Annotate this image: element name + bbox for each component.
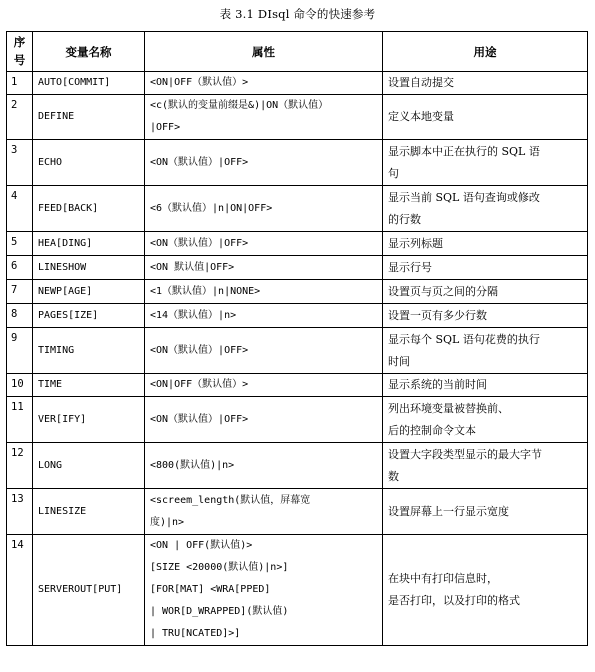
usage-cell	[383, 280, 588, 304]
row-number: 12	[7, 443, 33, 489]
attribute-line: [SIZE <20000(默认值)|n>]	[150, 562, 289, 573]
table-row	[7, 374, 588, 397]
table-row	[7, 140, 588, 186]
usage-cell	[383, 443, 588, 489]
attribute-line: <ON|OFF（默认值）>	[150, 77, 249, 88]
header-variable-name: 变量名称	[33, 32, 145, 72]
usage-line: 设置大字段类型显示的最大字节	[388, 447, 542, 461]
usage-line: 显示每个 SQL 语句花费的执行	[388, 332, 540, 346]
attribute-line: <800(默认值)|n>	[150, 459, 235, 471]
header-number-label: 序号	[13, 35, 26, 67]
header-number	[7, 32, 33, 72]
usage-cell	[383, 328, 588, 374]
table-body	[7, 72, 588, 646]
usage-cell	[383, 72, 588, 95]
table-caption: 表 3.1 DIsql 命令的快速参考	[219, 7, 376, 21]
variable-name: AUTO[COMMIT]	[33, 72, 145, 95]
table-row	[7, 443, 588, 489]
usage-line: 后的控制命令文本	[388, 423, 476, 437]
usage-line: 数	[388, 469, 399, 483]
attribute-line: | TRU[NCATED]>]	[150, 628, 241, 639]
row-number: 4	[7, 186, 33, 232]
row-number: 9	[7, 328, 33, 374]
table-row	[7, 397, 588, 443]
attribute-line: <c(默认的变量前缀是&)|ON（默认值）	[150, 100, 329, 111]
row-number: 8	[7, 304, 33, 328]
attribute-line: [FOR[MAT] <WRA[PPED]	[150, 584, 271, 595]
attribute-cell	[145, 95, 383, 140]
usage-cell	[383, 232, 588, 256]
attribute-cell	[145, 186, 383, 232]
usage-cell	[383, 140, 588, 186]
table-row	[7, 280, 588, 304]
attribute-cell	[145, 232, 383, 256]
command-reference-table	[6, 31, 588, 646]
usage-line: 显示系统的当前时间	[388, 378, 487, 391]
attribute-line: <ON|OFF（默认值）>	[150, 379, 249, 390]
attribute-cell	[145, 535, 383, 646]
attribute-line: <ON（默认值）|OFF>	[150, 344, 249, 356]
attribute-cell	[145, 328, 383, 374]
usage-line: 设置页与页之间的分隔	[388, 284, 498, 298]
usage-cell	[383, 374, 588, 397]
attribute-cell	[145, 489, 383, 535]
table-row	[7, 232, 588, 256]
variable-name: NEWP[AGE]	[33, 280, 145, 304]
variable-name: ECHO	[33, 140, 145, 186]
variable-name: TIMING	[33, 328, 145, 374]
usage-line: 的行数	[388, 212, 421, 226]
variable-name: LONG	[33, 443, 145, 489]
usage-line: 在块中有打印信息时，	[388, 572, 498, 585]
variable-name: LINESHOW	[33, 256, 145, 280]
row-number: 1	[7, 72, 33, 95]
usage-cell	[383, 256, 588, 280]
table-row	[7, 304, 588, 328]
variable-name: PAGES[IZE]	[33, 304, 145, 328]
row-number: 6	[7, 256, 33, 280]
attribute-cell	[145, 140, 383, 186]
usage-line: 是否打印，以及打印的格式	[388, 594, 520, 607]
attribute-line: <ON | OFF(默认值)>	[150, 540, 253, 551]
row-number: 11	[7, 397, 33, 443]
attribute-line: <6（默认值）|n|ON|OFF>	[150, 202, 273, 214]
usage-line: 设置一页有多少行数	[388, 308, 487, 322]
row-number: 3	[7, 140, 33, 186]
attribute-line: | WOR[D_WRAPPED](默认值)	[150, 606, 289, 617]
variable-name: SERVEROUT[PUT]	[33, 535, 145, 646]
row-number: 10	[7, 374, 33, 397]
table-row	[7, 489, 588, 535]
attribute-line: <1（默认值）|n|NONE>	[150, 285, 261, 297]
row-number: 5	[7, 232, 33, 256]
variable-name: LINESIZE	[33, 489, 145, 535]
usage-line: 显示行号	[388, 260, 432, 274]
attribute-cell	[145, 374, 383, 397]
usage-line: 列出环境变量被替换前、	[388, 401, 509, 415]
row-number: 14	[7, 535, 33, 646]
variable-name: TIME	[33, 374, 145, 397]
attribute-cell	[145, 72, 383, 95]
row-number: 7	[7, 280, 33, 304]
attribute-line: |OFF>	[150, 122, 181, 133]
usage-line: 显示列标题	[388, 236, 443, 250]
attribute-line: <ON 默认值|OFF>	[150, 261, 235, 273]
usage-line: 设置屏幕上一行显示宽度	[388, 504, 509, 518]
table-row	[7, 328, 588, 374]
usage-cell	[383, 304, 588, 328]
usage-line: 设置自动提交	[388, 76, 454, 89]
variable-name: FEED[BACK]	[33, 186, 145, 232]
usage-cell	[383, 186, 588, 232]
row-number: 13	[7, 489, 33, 535]
table-row	[7, 256, 588, 280]
usage-line: 显示脚本中正在执行的 SQL 语	[388, 144, 540, 158]
table-row	[7, 72, 588, 95]
table-row	[7, 535, 588, 646]
attribute-cell	[145, 280, 383, 304]
attribute-cell	[145, 443, 383, 489]
attribute-line: <14（默认值）|n>	[150, 309, 237, 321]
usage-cell	[383, 95, 588, 140]
variable-name: DEFINE	[33, 95, 145, 140]
usage-line: 显示当前 SQL 语句查询或修改	[388, 190, 540, 204]
table-row	[7, 95, 588, 140]
table-row	[7, 186, 588, 232]
usage-line: 时间	[388, 354, 410, 368]
attribute-line: <screem_length(默认值，屏幕宽	[150, 494, 311, 506]
variable-name: VER[IFY]	[33, 397, 145, 443]
variable-name: HEA[DING]	[33, 232, 145, 256]
usage-cell	[383, 397, 588, 443]
usage-cell	[383, 489, 588, 535]
attribute-cell	[145, 304, 383, 328]
attribute-line: <ON（默认值）|OFF>	[150, 156, 249, 168]
usage-cell	[383, 535, 588, 646]
table-header-row	[7, 32, 588, 72]
attribute-line: 度)|n>	[150, 516, 185, 528]
header-usage: 用途	[383, 32, 588, 72]
usage-line: 定义本地变量	[388, 110, 454, 123]
usage-line: 句	[388, 166, 399, 180]
attribute-cell	[145, 256, 383, 280]
header-attribute: 属性	[145, 32, 383, 72]
attribute-line: <ON（默认值）|OFF>	[150, 237, 249, 249]
row-number: 2	[7, 95, 33, 140]
attribute-cell	[145, 397, 383, 443]
attribute-line: <ON（默认值）|OFF>	[150, 413, 249, 425]
